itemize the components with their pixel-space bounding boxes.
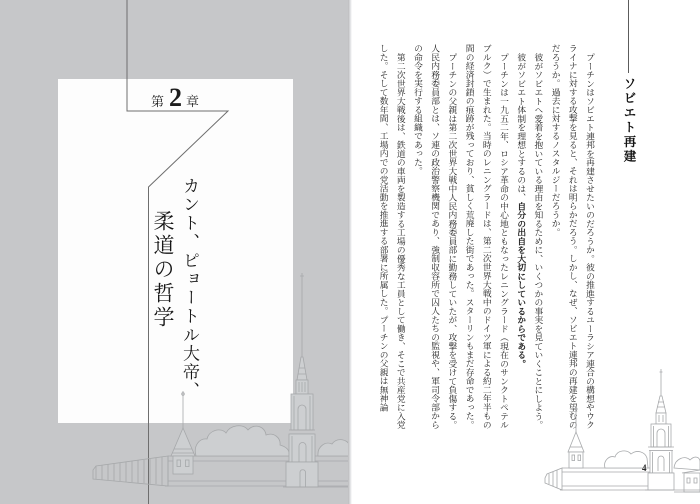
chapter-suffix: 章 [186,94,201,109]
fortress-illustration-left-icon [93,273,350,487]
chapter-prefix: 第 [150,94,165,109]
chapter-title-line-2: 柔道の哲学 [151,210,175,330]
paragraph-4: プーチンは一九五二年、ロシア革命の中心地ともなったレニングラード（現在のサンクトペテルブルク）で生まれた。当時のレニングラードは、第二次世界大戦中のドイツ軍による約二年半もの間の経済封鎖の痕跡が残っており、貧しく荒廃した街であった。スターリンもまだ存命であった。 [464,44,509,429]
paragraph-6: 第二次世界大戦後は、鉄道の車両を製造する工場の優秀な工員として働き、そこで共産党に入党した。そして数年間、工場内での党活動を推進する部署に所属した。プーチンの父親は無神論 [378,44,406,429]
paragraph-3-normal: 彼がソビエト体制を理想とするのは、 [516,52,527,202]
paragraph-5: プーチンの父親は第二次世界大戦中人民内務委員部に勤務していたが、攻撃を受けて負傷する。人民内務委員部とは、ソ連の政治警察機関であり、強制収容所で囚人たちの監視や、軍司令部からの命令を実行する組織であった。 [412,44,458,429]
chapter-title-line-1: カント、ピョートル大帝、 [180,177,199,401]
section-heading: ソビエト再建 [622,77,636,164]
chapter-label [58,83,293,113]
chapter-number: 2 [169,83,182,112]
fortress-illustration-right-icon [545,369,700,492]
paragraph-3-bold: 自分の出自を大切にしているからである。 [516,201,527,368]
page-number: 4 [642,463,647,473]
right-page-art [350,0,700,504]
chapter-ornament-line [127,0,228,504]
paragraph-2: 彼がソビエトへ愛着を抱いている理由を知るために、いくつかの事実を見ていくことにしよう。 [533,52,544,429]
paragraph-1: プーチンはソビエト連邦を再建させたいのだろうか。彼の推進するユーラシア連合の構想やウクライナに対する攻撃を見ると、それは明らかだろう。しかし、なぜ、ソビエト連邦の再建を望むのだろうか。過去に対するノスタルジーだろうか。 [550,44,595,429]
